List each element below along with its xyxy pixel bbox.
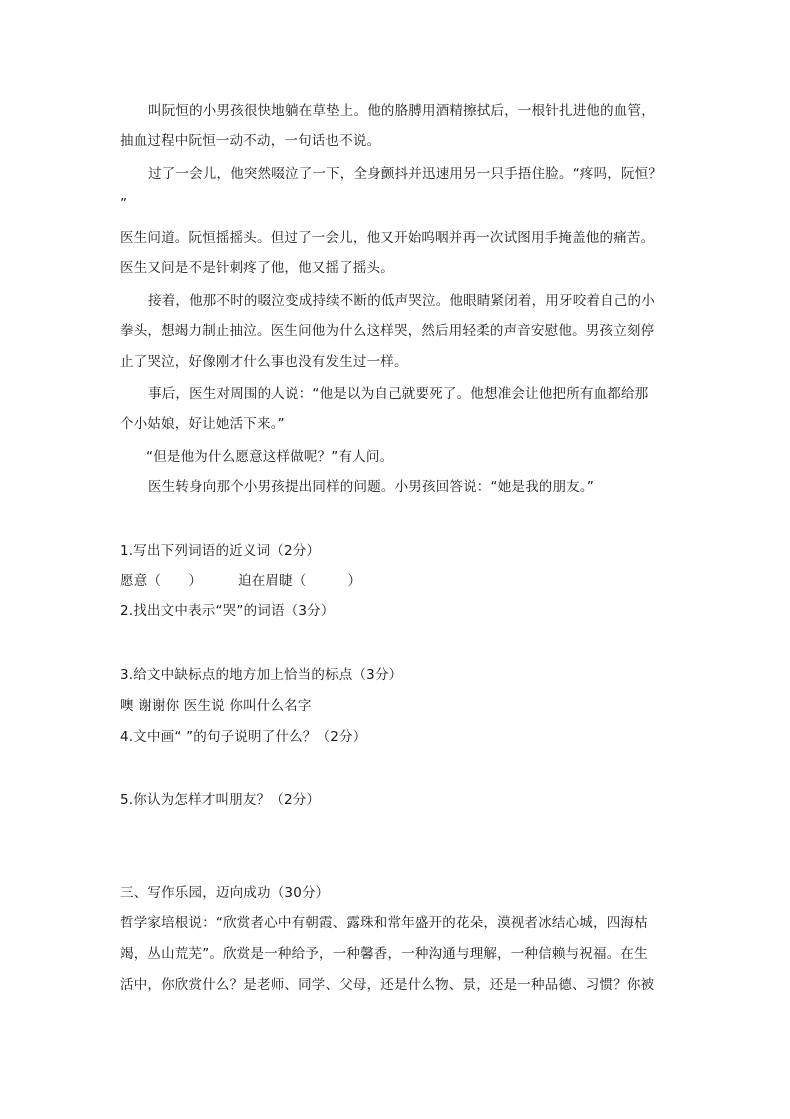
- passage-line: 医生问道。阮恒摇摇头。但过了一会儿，他又开始呜咽并再一次试图用手掩盖他的痛苦。: [120, 230, 655, 246]
- question-4: 4.文中画“ ”的句子说明了什么？（2分）: [120, 729, 367, 745]
- question-3-line: 噢 谢谢你 医生说 你叫什么名字: [120, 698, 312, 714]
- passage-line: 过了一会儿，他突然啜泣了一下，全身颤抖并迅速用另一只手捂住脸。“疼吗，阮恒？: [148, 166, 663, 182]
- section-heading: 三、写作乐园，迈向成功（30分）: [120, 885, 330, 901]
- passage-line: 抽血过程中阮恒一动不动，一句话也不说。: [120, 133, 381, 149]
- passage-line: 医生又问是不是针刺疼了他，他又摇了摇头。: [120, 260, 394, 276]
- question-1: 1.写出下列词语的近义词（2分）: [120, 543, 321, 559]
- passage-line: 止了哭泣，好像刚才什么事也没有发生过一样。: [120, 354, 408, 370]
- passage-line: ”: [120, 196, 128, 212]
- passage-line: 医生转身向那个小男孩提出同样的问题。小男孩回答说：“她是我的朋友。”: [148, 479, 595, 495]
- passage-line: 接着，他那不时的啜泣变成持续不断的低声哭泣。他眼睛紧闭着，用牙咬着自己的小: [148, 293, 655, 309]
- passage-line: “但是他为什么愿意这样做呢？”有人问。: [146, 449, 394, 465]
- question-3: 3.给文中缺标点的地方加上恰当的标点（3分）: [120, 667, 403, 683]
- writing-prompt-line: 竭，丛山荒芜”。欣赏是一种给予，一种馨香，一种沟通与理解，一种信赖与祝福。在生: [120, 946, 648, 962]
- question-5: 5.你认为怎样才叫朋友？（2分）: [120, 792, 321, 808]
- question-1-blank-a: 愿意（ ）: [120, 573, 203, 589]
- writing-prompt-line: 活中，你欣赏什么？是老师、同学、父母，还是什么物、景，还是一种品德、习惯？你被: [120, 977, 655, 993]
- question-1-blank-b: 迫在眉睫（ ）: [238, 573, 362, 589]
- passage-line: 叫阮恒的小男孩很快地躺在草垫上。他的胳膊用酒精擦拭后，一根针扎进他的血管，: [148, 103, 655, 119]
- passage-line: 事后，医生对周围的人说：“他是以为自己就要死了。他想准会让他把所有血都给那: [148, 386, 649, 402]
- passage-line: 拳头，想竭力制止抽泣。医生问他为什么这样哭，然后用轻柔的声音安慰他。男孩立刻停: [120, 323, 655, 339]
- question-2: 2.找出文中表示“哭”的词语（3分）: [120, 603, 335, 619]
- writing-prompt-line: 哲学家培根说：“欣赏者心中有朝霞、露珠和常年盛开的花朵，漠视者冰结心城，四海枯: [120, 915, 648, 931]
- passage-line: 个小姑娘，好让她活下来。”: [120, 416, 285, 432]
